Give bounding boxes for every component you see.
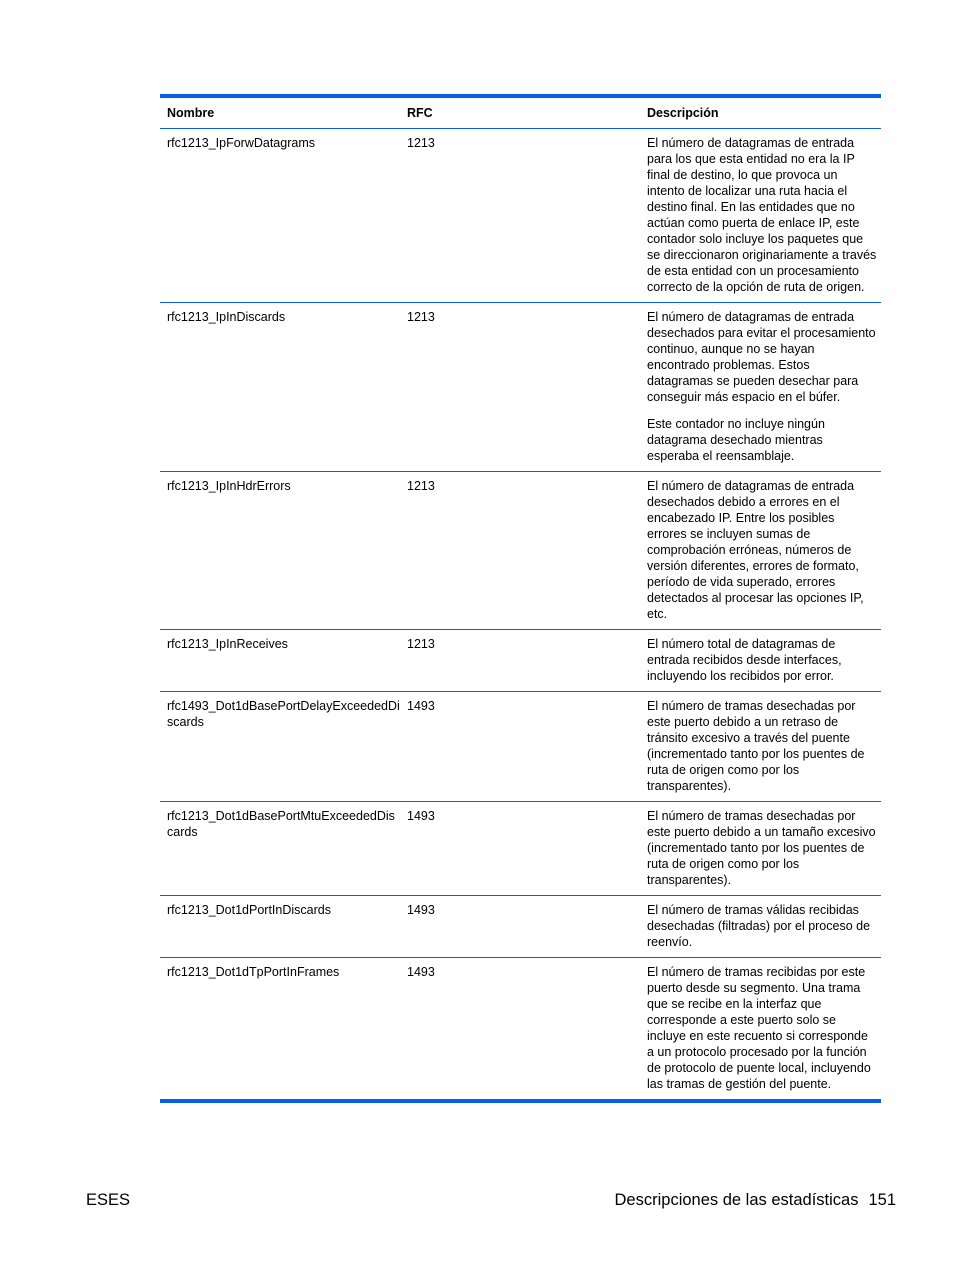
cell-name — [160, 630, 400, 691]
statistic-name: rfc1213_IpForwDatagrams — [167, 136, 315, 150]
cell-rfc: 1493 — [407, 903, 435, 917]
cell-rfc: 1213 — [407, 479, 435, 493]
table-row — [160, 802, 881, 896]
cell-name — [160, 896, 400, 957]
cell-description — [640, 630, 881, 691]
table-row — [160, 692, 881, 802]
cell-rfc: 1493 — [407, 809, 435, 823]
cell-name — [160, 472, 400, 629]
statistic-name: rfc1213_Dot1dTpPortInFrames — [167, 965, 340, 979]
description-paragraph: El número de tramas recibidas por este puerto desde su segmento. Una trama que se recibe en la interfaz que corresponde a este puerto solo se incluye en este recuento si corresponde a un protocolo procesado por la función de protocolo de puente local, incluyendo las tramas de gestión del puente. — [647, 965, 871, 1091]
table-row — [160, 958, 881, 1099]
cell-name — [160, 303, 400, 471]
cell-rfc: 1493 — [407, 699, 435, 713]
table-body — [160, 129, 881, 1099]
statistics-table — [160, 94, 881, 1103]
cell-name — [160, 692, 400, 801]
cell-name — [160, 802, 400, 895]
table-row — [160, 472, 881, 630]
table-row — [160, 896, 881, 958]
footer-section — [615, 1191, 896, 1210]
description-paragraph: El número de datagramas de entrada desechados debido a errores en el encabezado IP. Entre los posibles errores se incluyen sumas de comprobación erróneas, números de versión diferentes, errores de formato, período de vida superado, errores detectados al procesar las opciones IP, etc. — [647, 479, 864, 621]
table-row — [160, 129, 881, 303]
cell-description — [640, 303, 881, 471]
description-paragraph: El número de tramas desechadas por este puerto debido a un tamaño excesivo (incrementado tanto por los puentes de ruta de origen como por los transparentes). — [647, 809, 876, 887]
description-paragraph: El número total de datagramas de entrada recibidos desde interfaces, incluyendo los recibidos por error. — [647, 637, 842, 683]
header-name: Nombre — [167, 106, 215, 120]
statistic-name: rfc1213_IpInReceives — [167, 637, 288, 651]
cell-name — [160, 958, 400, 1099]
header-rfc: RFC — [407, 106, 433, 120]
table-header-row — [160, 98, 881, 129]
cell-name — [160, 129, 400, 302]
description-paragraph: Este contador no incluye ningún datagrama desechado mientras esperaba el reensamblaje. — [647, 417, 825, 463]
description-paragraph: El número de tramas válidas recibidas desechadas (filtradas) por el proceso de reenvío. — [647, 903, 871, 949]
statistic-name: rfc1213_IpInDiscards — [167, 310, 286, 324]
statistic-name: rfc1493_Dot1dBasePortDelayExceededDiscards — [167, 699, 400, 729]
description-paragraph: El número de datagramas de entrada desechados para evitar el procesamiento continuo, aunque no se hayan encontrado problemas. Estos datagramas se pueden desechar para conseguir más espacio en el búfer. — [647, 310, 876, 404]
cell-description — [640, 958, 881, 1099]
header-description: Descripción — [647, 106, 719, 120]
cell-description — [640, 896, 881, 957]
statistic-name: rfc1213_Dot1dPortInDiscards — [167, 903, 331, 917]
footer-section-title: Descripciones de las estadísticas — [614, 1191, 859, 1209]
table-row — [160, 303, 881, 472]
cell-description — [640, 129, 881, 302]
cell-rfc: 1213 — [407, 637, 435, 651]
cell-rfc: 1213 — [407, 310, 435, 324]
statistic-name: rfc1213_Dot1dBasePortMtuExceededDiscards — [167, 809, 395, 839]
cell-description — [640, 802, 881, 895]
description-paragraph: El número de datagramas de entrada para los que esta entidad no era la IP final de destino, lo que provoca un intento de localizar una ruta hacia el destino final. En las entidades que no actúan como puerta de enlace IP, este contador solo incluye los paquetes que se direccionaron originariamente a través de esta entidad con un procesamiento correcto de la opción de ruta de origen. — [647, 136, 877, 294]
cell-description — [640, 472, 881, 629]
cell-rfc: 1493 — [407, 965, 435, 979]
statistic-name: rfc1213_IpInHdrErrors — [167, 479, 291, 493]
cell-rfc: 1213 — [407, 136, 435, 150]
page-number: 151 — [868, 1191, 896, 1209]
cell-description — [640, 692, 881, 801]
description-paragraph: El número de tramas desechadas por este puerto debido a un retraso de tránsito excesivo a través del puente (incrementado tanto por los puentes de ruta de origen como por los transparentes). — [647, 699, 865, 793]
table-row — [160, 630, 881, 692]
footer-locale: ESES — [86, 1191, 131, 1209]
